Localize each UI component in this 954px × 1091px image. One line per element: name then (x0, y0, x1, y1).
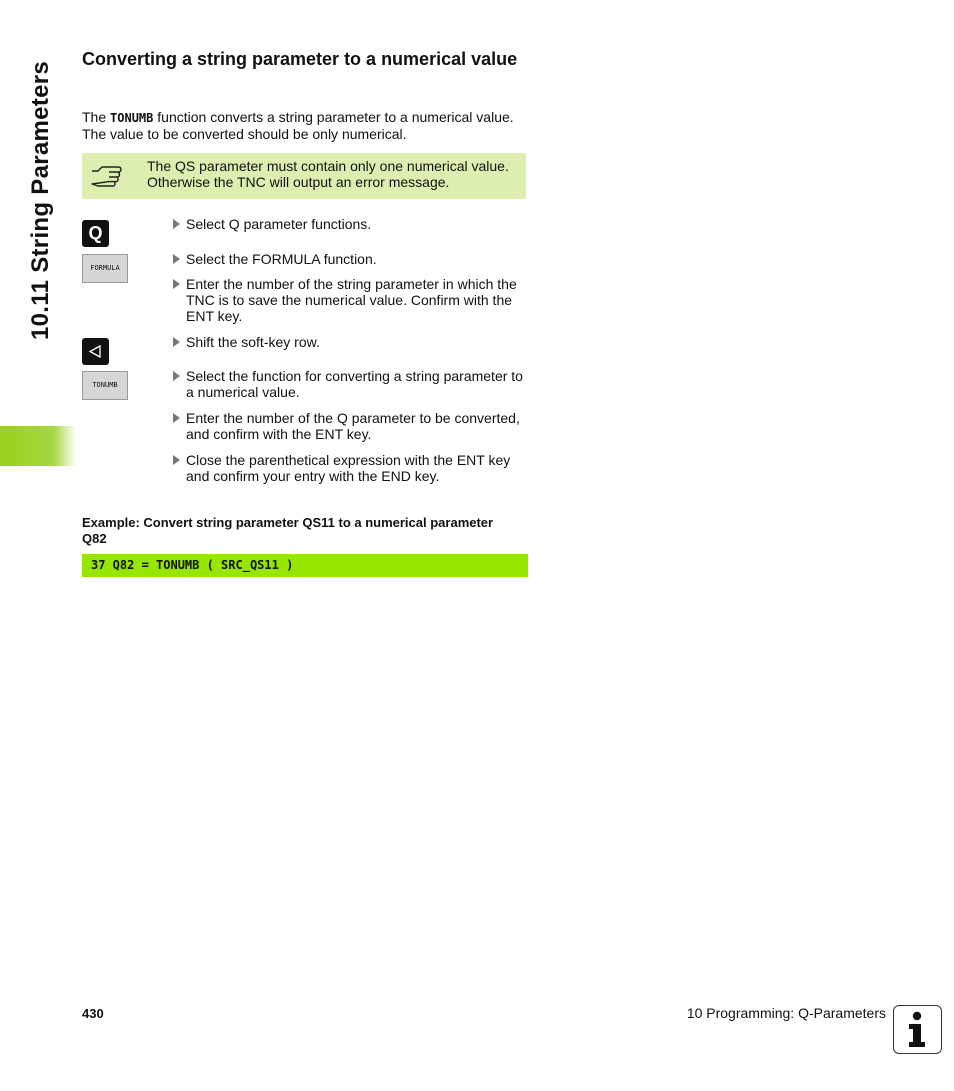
info-icon (893, 1005, 942, 1054)
note-box (82, 153, 526, 199)
step-item (172, 251, 528, 267)
pointing-hand-icon (90, 162, 124, 188)
intro-post: function converts a string parameter to a numerical value. The value to be converted should be only numerical. (82, 109, 514, 142)
arrow-bullet-icon (173, 219, 180, 229)
arrow-bullet-icon (173, 337, 180, 347)
formula-softkey[interactable]: FORMULA (82, 254, 128, 283)
chapter-side-title-text: 10.11 String Parameters (27, 60, 54, 340)
triangle-left-icon (82, 338, 109, 365)
arrow-bullet-icon (173, 455, 180, 465)
intro-pre: The (82, 109, 111, 125)
step-text: Select Q parameter functions. (186, 216, 372, 232)
arrow-bullet-icon (173, 413, 180, 423)
step-item (172, 276, 528, 324)
example-title: Example: Convert string parameter QS11 to a numerical parameter Q82 (82, 515, 494, 546)
step-text: Shift the soft-key row. (186, 334, 320, 350)
step-item (172, 334, 528, 350)
code-line (82, 554, 528, 577)
code-text: 37 Q82 = TONUMB ( SRC_QS11 ) (91, 558, 294, 572)
intro-code: TONUMB (110, 111, 154, 125)
arrow-bullet-icon (173, 279, 180, 289)
q-key[interactable]: Q (82, 220, 109, 247)
step-item (172, 216, 528, 232)
section-heading: Converting a string parameter to a numerical value (82, 49, 518, 69)
step-text: Enter the number of the Q parameter to be converted, and confirm with the ENT key. (186, 410, 520, 442)
step-item (172, 410, 528, 442)
step-item (172, 368, 528, 400)
intro-paragraph (82, 109, 528, 142)
arrow-bullet-icon (173, 371, 180, 381)
shift-softkey-row-key[interactable] (82, 338, 109, 365)
note-text: The QS parameter must contain only one numerical value. Otherwise the TNC will output an error message. (147, 158, 509, 190)
step-text: Enter the number of the string parameter in which the TNC is to save the numerical value. Confirm with the ENT key. (186, 276, 517, 324)
step-item (172, 452, 528, 484)
step-text: Select the function for converting a string parameter to a numerical value. (186, 368, 523, 400)
step-text: Select the FORMULA function. (186, 251, 377, 267)
arrow-bullet-icon (173, 254, 180, 264)
chapter-side-title (27, 50, 57, 340)
page-number: 430 (82, 1006, 104, 1021)
chapter-tab-marker (0, 426, 76, 466)
step-text: Close the parenthetical expression with the ENT key and confirm your entry with the END key. (186, 452, 511, 484)
tonumb-softkey[interactable]: TONUMB (82, 371, 128, 400)
footer-chapter: 10 Programming: Q-Parameters (686, 1005, 886, 1021)
